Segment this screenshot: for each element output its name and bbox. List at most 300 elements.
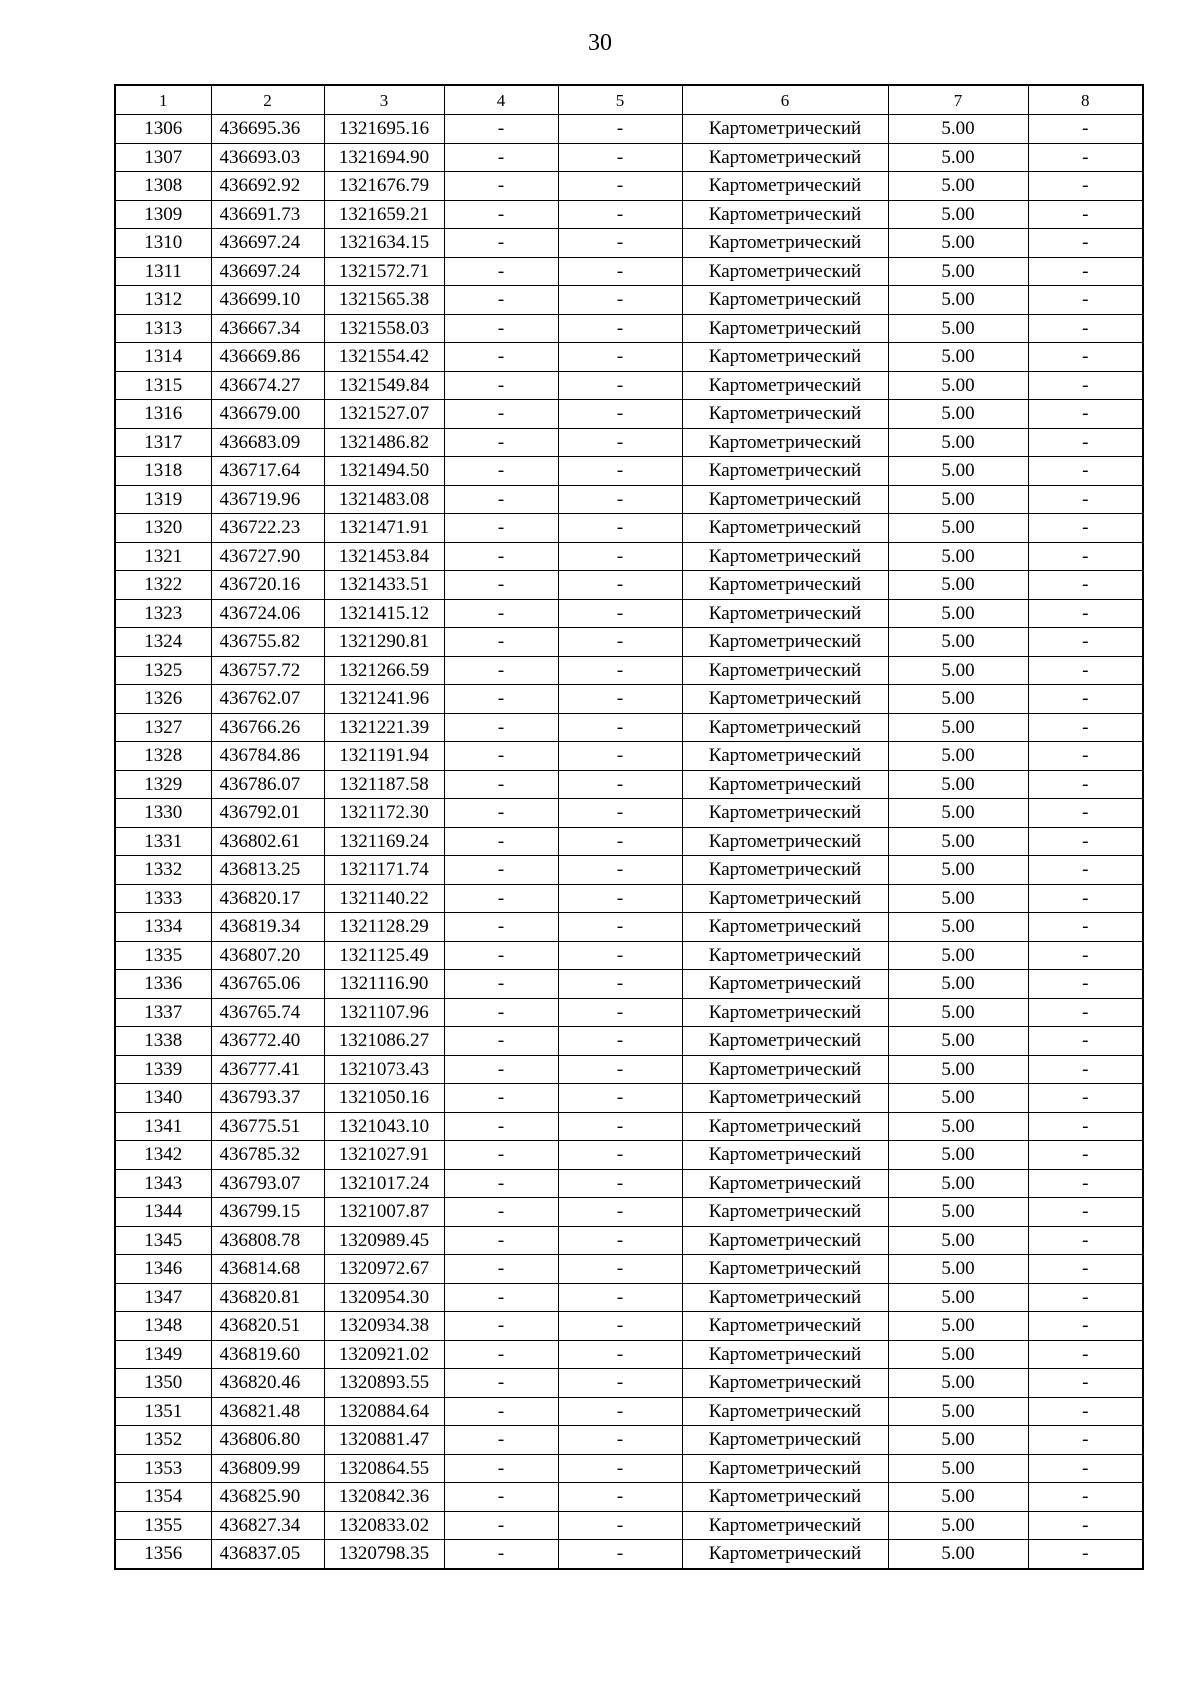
cell-point-number: 1351 [115, 1397, 211, 1426]
table-row [115, 656, 1143, 685]
cell-x-coordinate: 436765.74 [211, 998, 324, 1027]
cell-col-8: - [1028, 856, 1143, 885]
cell-accuracy: 5.00 [888, 998, 1028, 1027]
column-header: 6 [682, 85, 888, 115]
cell-col-8: - [1028, 172, 1143, 201]
cell-accuracy: 5.00 [888, 1483, 1028, 1512]
cell-x-coordinate: 436777.41 [211, 1055, 324, 1084]
cell-accuracy: 5.00 [888, 713, 1028, 742]
cell-method: Картометрический [682, 1055, 888, 1084]
cell-method: Картометрический [682, 343, 888, 372]
cell-x-coordinate: 436837.05 [211, 1540, 324, 1569]
cell-method: Картометрический [682, 1454, 888, 1483]
cell-y-coordinate: 1321125.49 [324, 941, 444, 970]
cell-point-number: 1334 [115, 913, 211, 942]
cell-accuracy: 5.00 [888, 257, 1028, 286]
cell-accuracy: 5.00 [888, 143, 1028, 172]
table-row [115, 571, 1143, 600]
cell-col-4: - [444, 343, 558, 372]
cell-y-coordinate: 1320881.47 [324, 1426, 444, 1455]
cell-method: Картометрический [682, 1141, 888, 1170]
cell-method: Картометрический [682, 1027, 888, 1056]
cell-col-5: - [558, 1369, 682, 1398]
cell-col-4: - [444, 1312, 558, 1341]
cell-col-5: - [558, 856, 682, 885]
cell-x-coordinate: 436814.68 [211, 1255, 324, 1284]
cell-point-number: 1336 [115, 970, 211, 999]
table-row [115, 1312, 1143, 1341]
cell-col-8: - [1028, 1369, 1143, 1398]
cell-x-coordinate: 436827.34 [211, 1511, 324, 1540]
cell-col-8: - [1028, 400, 1143, 429]
table-row [115, 1454, 1143, 1483]
cell-accuracy: 5.00 [888, 1397, 1028, 1426]
cell-accuracy: 5.00 [888, 115, 1028, 144]
cell-x-coordinate: 436719.96 [211, 485, 324, 514]
cell-x-coordinate: 436807.20 [211, 941, 324, 970]
cell-y-coordinate: 1321565.38 [324, 286, 444, 315]
cell-col-4: - [444, 742, 558, 771]
cell-point-number: 1347 [115, 1283, 211, 1312]
cell-col-8: - [1028, 1397, 1143, 1426]
cell-accuracy: 5.00 [888, 1027, 1028, 1056]
cell-col-4: - [444, 485, 558, 514]
cell-point-number: 1341 [115, 1112, 211, 1141]
cell-x-coordinate: 436697.24 [211, 229, 324, 258]
cell-accuracy: 5.00 [888, 1369, 1028, 1398]
cell-accuracy: 5.00 [888, 314, 1028, 343]
cell-point-number: 1335 [115, 941, 211, 970]
cell-x-coordinate: 436757.72 [211, 656, 324, 685]
cell-col-4: - [444, 1340, 558, 1369]
cell-y-coordinate: 1321554.42 [324, 343, 444, 372]
cell-method: Картометрический [682, 628, 888, 657]
cell-accuracy: 5.00 [888, 571, 1028, 600]
cell-point-number: 1339 [115, 1055, 211, 1084]
cell-point-number: 1340 [115, 1084, 211, 1113]
cell-x-coordinate: 436806.80 [211, 1426, 324, 1455]
cell-col-8: - [1028, 457, 1143, 486]
cell-accuracy: 5.00 [888, 1055, 1028, 1084]
cell-col-5: - [558, 1454, 682, 1483]
cell-col-8: - [1028, 998, 1143, 1027]
cell-accuracy: 5.00 [888, 685, 1028, 714]
cell-col-5: - [558, 200, 682, 229]
cell-col-4: - [444, 1397, 558, 1426]
cell-accuracy: 5.00 [888, 485, 1028, 514]
cell-col-4: - [444, 1483, 558, 1512]
cell-point-number: 1325 [115, 656, 211, 685]
cell-y-coordinate: 1320798.35 [324, 1540, 444, 1569]
cell-col-8: - [1028, 1198, 1143, 1227]
cell-col-8: - [1028, 1055, 1143, 1084]
cell-col-8: - [1028, 343, 1143, 372]
cell-y-coordinate: 1321241.96 [324, 685, 444, 714]
cell-x-coordinate: 436679.00 [211, 400, 324, 429]
cell-col-4: - [444, 998, 558, 1027]
coordinates-table [114, 84, 1144, 1570]
cell-point-number: 1317 [115, 428, 211, 457]
cell-accuracy: 5.00 [888, 827, 1028, 856]
cell-col-5: - [558, 143, 682, 172]
table-row [115, 1226, 1143, 1255]
cell-x-coordinate: 436755.82 [211, 628, 324, 657]
cell-method: Картометрический [682, 1169, 888, 1198]
cell-y-coordinate: 1321572.71 [324, 257, 444, 286]
table-row [115, 457, 1143, 486]
cell-point-number: 1309 [115, 200, 211, 229]
cell-col-8: - [1028, 1340, 1143, 1369]
cell-col-5: - [558, 827, 682, 856]
cell-x-coordinate: 436821.48 [211, 1397, 324, 1426]
cell-point-number: 1319 [115, 485, 211, 514]
cell-y-coordinate: 1320921.02 [324, 1340, 444, 1369]
cell-method: Картометрический [682, 428, 888, 457]
cell-col-5: - [558, 1084, 682, 1113]
cell-method: Картометрический [682, 257, 888, 286]
cell-accuracy: 5.00 [888, 856, 1028, 885]
cell-y-coordinate: 1321676.79 [324, 172, 444, 201]
cell-col-5: - [558, 1340, 682, 1369]
cell-point-number: 1331 [115, 827, 211, 856]
cell-x-coordinate: 436799.15 [211, 1198, 324, 1227]
table-row [115, 286, 1143, 315]
table-row [115, 1055, 1143, 1084]
cell-col-8: - [1028, 1027, 1143, 1056]
cell-accuracy: 5.00 [888, 628, 1028, 657]
cell-col-4: - [444, 1255, 558, 1284]
column-header: 8 [1028, 85, 1143, 115]
cell-method: Картометрический [682, 1312, 888, 1341]
cell-x-coordinate: 436820.17 [211, 884, 324, 913]
cell-col-5: - [558, 628, 682, 657]
cell-col-4: - [444, 685, 558, 714]
table-row [115, 229, 1143, 258]
cell-accuracy: 5.00 [888, 172, 1028, 201]
cell-y-coordinate: 1321140.22 [324, 884, 444, 913]
cell-col-5: - [558, 913, 682, 942]
cell-col-5: - [558, 343, 682, 372]
cell-col-8: - [1028, 485, 1143, 514]
cell-accuracy: 5.00 [888, 1141, 1028, 1170]
cell-col-5: - [558, 713, 682, 742]
cell-col-5: - [558, 742, 682, 771]
cell-method: Картометрический [682, 1397, 888, 1426]
cell-accuracy: 5.00 [888, 542, 1028, 571]
cell-col-8: - [1028, 371, 1143, 400]
cell-y-coordinate: 1321007.87 [324, 1198, 444, 1227]
cell-point-number: 1311 [115, 257, 211, 286]
cell-method: Картометрический [682, 827, 888, 856]
cell-method: Картометрический [682, 172, 888, 201]
cell-col-5: - [558, 371, 682, 400]
cell-y-coordinate: 1320972.67 [324, 1255, 444, 1284]
cell-col-8: - [1028, 742, 1143, 771]
cell-accuracy: 5.00 [888, 229, 1028, 258]
cell-method: Картометрический [682, 1483, 888, 1512]
cell-y-coordinate: 1321433.51 [324, 571, 444, 600]
cell-col-5: - [558, 1255, 682, 1284]
cell-y-coordinate: 1321558.03 [324, 314, 444, 343]
column-header: 7 [888, 85, 1028, 115]
cell-point-number: 1354 [115, 1483, 211, 1512]
cell-col-8: - [1028, 1112, 1143, 1141]
cell-col-4: - [444, 115, 558, 144]
cell-method: Картометрический [682, 286, 888, 315]
page-number: 30 [588, 30, 612, 56]
cell-accuracy: 5.00 [888, 1283, 1028, 1312]
cell-col-8: - [1028, 1511, 1143, 1540]
cell-y-coordinate: 1321634.15 [324, 229, 444, 258]
cell-col-4: - [444, 856, 558, 885]
cell-accuracy: 5.00 [888, 1426, 1028, 1455]
table-row [115, 514, 1143, 543]
table-row [115, 1426, 1143, 1455]
cell-point-number: 1307 [115, 143, 211, 172]
cell-point-number: 1353 [115, 1454, 211, 1483]
cell-col-8: - [1028, 970, 1143, 999]
cell-col-5: - [558, 1397, 682, 1426]
table-row [115, 314, 1143, 343]
cell-col-8: - [1028, 428, 1143, 457]
table-row [115, 428, 1143, 457]
cell-method: Картометрический [682, 770, 888, 799]
cell-accuracy: 5.00 [888, 1454, 1028, 1483]
table-row [115, 941, 1143, 970]
cell-x-coordinate: 436775.51 [211, 1112, 324, 1141]
cell-col-8: - [1028, 599, 1143, 628]
cell-accuracy: 5.00 [888, 457, 1028, 486]
cell-method: Картометрический [682, 200, 888, 229]
table-row [115, 827, 1143, 856]
cell-x-coordinate: 436786.07 [211, 770, 324, 799]
cell-method: Картометрический [682, 913, 888, 942]
cell-method: Картометрический [682, 115, 888, 144]
cell-method: Картометрический [682, 400, 888, 429]
cell-y-coordinate: 1321027.91 [324, 1141, 444, 1170]
cell-method: Картометрический [682, 799, 888, 828]
table-row [115, 799, 1143, 828]
cell-col-8: - [1028, 143, 1143, 172]
cell-col-5: - [558, 1055, 682, 1084]
cell-x-coordinate: 436691.73 [211, 200, 324, 229]
cell-method: Картометрический [682, 970, 888, 999]
cell-accuracy: 5.00 [888, 656, 1028, 685]
table-row [115, 343, 1143, 372]
table-row [115, 1283, 1143, 1312]
cell-method: Картометрический [682, 1198, 888, 1227]
table-row [115, 998, 1143, 1027]
cell-col-5: - [558, 656, 682, 685]
cell-x-coordinate: 436693.03 [211, 143, 324, 172]
cell-col-4: - [444, 542, 558, 571]
cell-x-coordinate: 436766.26 [211, 713, 324, 742]
cell-col-5: - [558, 970, 682, 999]
cell-col-5: - [558, 1426, 682, 1455]
cell-x-coordinate: 436724.06 [211, 599, 324, 628]
cell-point-number: 1320 [115, 514, 211, 543]
table-row [115, 200, 1143, 229]
cell-col-8: - [1028, 827, 1143, 856]
cell-col-8: - [1028, 1312, 1143, 1341]
cell-accuracy: 5.00 [888, 1511, 1028, 1540]
cell-x-coordinate: 436669.86 [211, 343, 324, 372]
cell-y-coordinate: 1321171.74 [324, 856, 444, 885]
cell-col-4: - [444, 314, 558, 343]
cell-x-coordinate: 436820.46 [211, 1369, 324, 1398]
cell-col-5: - [558, 229, 682, 258]
cell-y-coordinate: 1321266.59 [324, 656, 444, 685]
cell-col-5: - [558, 1312, 682, 1341]
cell-y-coordinate: 1321128.29 [324, 913, 444, 942]
cell-col-5: - [558, 1540, 682, 1569]
cell-col-8: - [1028, 1084, 1143, 1113]
cell-accuracy: 5.00 [888, 1226, 1028, 1255]
cell-col-4: - [444, 1141, 558, 1170]
table-row [115, 1198, 1143, 1227]
cell-col-4: - [444, 1055, 558, 1084]
cell-y-coordinate: 1321415.12 [324, 599, 444, 628]
cell-col-4: - [444, 799, 558, 828]
cell-point-number: 1321 [115, 542, 211, 571]
cell-x-coordinate: 436813.25 [211, 856, 324, 885]
cell-method: Картометрический [682, 856, 888, 885]
cell-col-4: - [444, 200, 558, 229]
cell-col-4: - [444, 656, 558, 685]
table-row [115, 257, 1143, 286]
cell-col-4: - [444, 428, 558, 457]
cell-method: Картометрический [682, 742, 888, 771]
cell-method: Картометрический [682, 1426, 888, 1455]
cell-point-number: 1324 [115, 628, 211, 657]
cell-col-4: - [444, 172, 558, 201]
table-row [115, 371, 1143, 400]
cell-point-number: 1322 [115, 571, 211, 600]
cell-col-4: - [444, 941, 558, 970]
cell-point-number: 1356 [115, 1540, 211, 1569]
cell-col-4: - [444, 229, 558, 258]
cell-col-4: - [444, 1084, 558, 1113]
cell-x-coordinate: 436793.07 [211, 1169, 324, 1198]
column-header: 3 [324, 85, 444, 115]
cell-y-coordinate: 1321107.96 [324, 998, 444, 1027]
cell-point-number: 1348 [115, 1312, 211, 1341]
cell-col-5: - [558, 115, 682, 144]
cell-accuracy: 5.00 [888, 884, 1028, 913]
cell-point-number: 1318 [115, 457, 211, 486]
cell-col-4: - [444, 1226, 558, 1255]
column-header: 1 [115, 85, 211, 115]
cell-point-number: 1316 [115, 400, 211, 429]
cell-y-coordinate: 1321453.84 [324, 542, 444, 571]
cell-col-5: - [558, 314, 682, 343]
cell-col-4: - [444, 371, 558, 400]
cell-point-number: 1310 [115, 229, 211, 258]
cell-col-4: - [444, 1112, 558, 1141]
cell-method: Картометрический [682, 371, 888, 400]
cell-col-5: - [558, 457, 682, 486]
cell-accuracy: 5.00 [888, 1312, 1028, 1341]
cell-accuracy: 5.00 [888, 941, 1028, 970]
cell-x-coordinate: 436667.34 [211, 314, 324, 343]
cell-method: Картометрический [682, 1369, 888, 1398]
cell-x-coordinate: 436792.01 [211, 799, 324, 828]
table-row [115, 856, 1143, 885]
cell-col-4: - [444, 1198, 558, 1227]
cell-point-number: 1330 [115, 799, 211, 828]
cell-col-5: - [558, 941, 682, 970]
cell-col-4: - [444, 1283, 558, 1312]
cell-y-coordinate: 1321116.90 [324, 970, 444, 999]
cell-x-coordinate: 436802.61 [211, 827, 324, 856]
cell-col-8: - [1028, 200, 1143, 229]
cell-point-number: 1332 [115, 856, 211, 885]
cell-y-coordinate: 1320864.55 [324, 1454, 444, 1483]
cell-y-coordinate: 1321050.16 [324, 1084, 444, 1113]
table-row [115, 1027, 1143, 1056]
cell-col-5: - [558, 799, 682, 828]
cell-y-coordinate: 1321191.94 [324, 742, 444, 771]
cell-accuracy: 5.00 [888, 400, 1028, 429]
cell-y-coordinate: 1320934.38 [324, 1312, 444, 1341]
cell-col-8: - [1028, 229, 1143, 258]
cell-col-8: - [1028, 257, 1143, 286]
table-row [115, 1255, 1143, 1284]
table-row [115, 1397, 1143, 1426]
cell-col-8: - [1028, 941, 1143, 970]
cell-accuracy: 5.00 [888, 799, 1028, 828]
cell-col-8: - [1028, 1540, 1143, 1569]
cell-point-number: 1342 [115, 1141, 211, 1170]
cell-point-number: 1352 [115, 1426, 211, 1455]
cell-col-8: - [1028, 884, 1143, 913]
column-header: 2 [211, 85, 324, 115]
table-row [115, 1369, 1143, 1398]
cell-x-coordinate: 436820.51 [211, 1312, 324, 1341]
cell-col-8: - [1028, 571, 1143, 600]
table-row [115, 542, 1143, 571]
cell-col-4: - [444, 770, 558, 799]
cell-y-coordinate: 1321486.82 [324, 428, 444, 457]
cell-method: Картометрический [682, 884, 888, 913]
cell-x-coordinate: 436808.78 [211, 1226, 324, 1255]
cell-x-coordinate: 436674.27 [211, 371, 324, 400]
cell-col-5: - [558, 998, 682, 1027]
cell-col-4: - [444, 1027, 558, 1056]
cell-y-coordinate: 1320893.55 [324, 1369, 444, 1398]
cell-col-8: - [1028, 1226, 1143, 1255]
cell-accuracy: 5.00 [888, 1540, 1028, 1569]
cell-x-coordinate: 436785.32 [211, 1141, 324, 1170]
cell-col-5: - [558, 1283, 682, 1312]
cell-point-number: 1333 [115, 884, 211, 913]
cell-col-5: - [558, 542, 682, 571]
cell-accuracy: 5.00 [888, 428, 1028, 457]
cell-point-number: 1313 [115, 314, 211, 343]
cell-col-8: - [1028, 1141, 1143, 1170]
cell-point-number: 1314 [115, 343, 211, 372]
cell-point-number: 1346 [115, 1255, 211, 1284]
cell-col-5: - [558, 1511, 682, 1540]
cell-x-coordinate: 436762.07 [211, 685, 324, 714]
cell-method: Картометрический [682, 571, 888, 600]
cell-method: Картометрический [682, 485, 888, 514]
cell-col-5: - [558, 1027, 682, 1056]
cell-method: Картометрический [682, 514, 888, 543]
cell-col-5: - [558, 1112, 682, 1141]
cell-x-coordinate: 436722.23 [211, 514, 324, 543]
cell-point-number: 1355 [115, 1511, 211, 1540]
